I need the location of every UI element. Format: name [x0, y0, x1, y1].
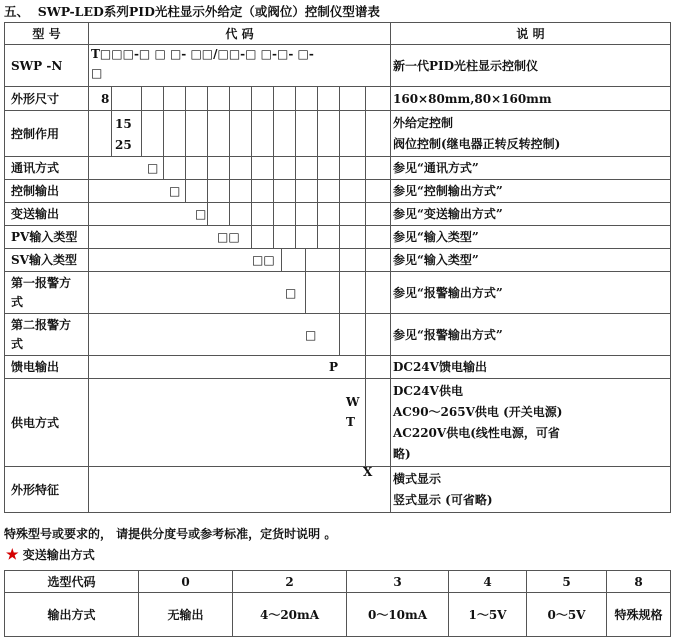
row-desc [391, 467, 671, 513]
header-model: 型 号 [5, 23, 89, 45]
row-code [89, 467, 391, 513]
row-desc [391, 379, 671, 467]
header-desc: 说 明 [391, 23, 671, 45]
code-mark: W [346, 395, 360, 409]
row-desc [391, 111, 671, 157]
row-label [5, 272, 89, 314]
row-label: 控制输出 [5, 180, 89, 203]
row-label: 馈电输出 [5, 356, 89, 379]
row-code [89, 157, 391, 180]
code-mark: P [329, 360, 339, 374]
row-desc: 参见“控制输出方式” [391, 180, 671, 203]
row-label: 外形特征 [5, 467, 89, 513]
table-row [5, 87, 671, 111]
desc-line: 略) [393, 446, 411, 461]
table-row [5, 226, 671, 249]
row-label: 变送输出 [5, 203, 89, 226]
row-code [89, 314, 391, 356]
row-desc: 参见“输入类型” [391, 249, 671, 272]
row-label: SWP -N [5, 45, 89, 87]
row-code [89, 180, 391, 203]
table-row [5, 249, 671, 272]
table-row [5, 356, 671, 379]
code-cell: 5 [527, 571, 607, 593]
code-mark: 25 [115, 138, 132, 152]
row-code [89, 226, 391, 249]
code-mark: □□ [252, 253, 275, 267]
row-code [89, 272, 391, 314]
row-code [89, 379, 391, 467]
label-line: 式 [11, 336, 24, 351]
desc-line: DC24V供电 [393, 383, 463, 398]
desc-line: AC90～265V供电 (开关电源) [393, 404, 563, 419]
output-cell: 0～5V [527, 593, 607, 637]
label-line: 式 [11, 294, 24, 309]
code-mark: □ [147, 161, 159, 175]
table-row [5, 180, 671, 203]
code-mark: T [346, 415, 355, 429]
desc-line: 竖式显示 (可省略) [393, 492, 493, 507]
table-row [5, 314, 671, 356]
row-desc: 参见“输入类型” [391, 226, 671, 249]
output-cell: 1～5V [449, 593, 527, 637]
row-desc: 参见“报警输出方式” [391, 314, 671, 356]
table-row [5, 111, 671, 157]
code-mark: □ [285, 286, 297, 300]
table-row [5, 467, 671, 513]
code-line-1: T□□□-□ □ □- □□/□□-□ □-□- □- [91, 47, 314, 61]
table-row [5, 203, 671, 226]
row-code [89, 111, 391, 157]
output-table [4, 570, 671, 637]
code-mark: □□ [217, 230, 240, 244]
table-row [5, 157, 671, 180]
code-mark: □ [169, 184, 181, 198]
row-code [89, 45, 391, 87]
output-cell: 特殊规格 [607, 593, 671, 637]
row-label: 供电方式 [5, 379, 89, 467]
row-label: 选型代码 [5, 571, 139, 593]
desc-line: 外给定控制 [393, 115, 454, 130]
code-cell: 0 [139, 571, 233, 593]
row-label: SV输入类型 [5, 249, 89, 272]
table-row [5, 379, 671, 467]
output-cell: 0～10mA [347, 593, 449, 637]
row-label: 输出方式 [5, 593, 139, 637]
output-cell: 无输出 [139, 593, 233, 637]
footnote: 特殊型号或要求的， 请提供分度号或参考标准，定货时说明 。 [4, 527, 337, 541]
spec-table [4, 22, 671, 513]
code-cell: 2 [233, 571, 347, 593]
row-desc: DC24V馈电输出 [391, 356, 671, 379]
code-cell: 4 [449, 571, 527, 593]
star-icon: ★ [6, 547, 19, 563]
row-label: PV输入类型 [5, 226, 89, 249]
table-row [5, 571, 671, 593]
row-desc: 参见“报警输出方式” [391, 272, 671, 314]
code-mark: □ [305, 328, 317, 342]
output-cell: 4～20mA [233, 593, 347, 637]
code-mark: □ [195, 207, 207, 221]
table-row [5, 272, 671, 314]
label-line: 第一报警方 [11, 275, 72, 290]
row-desc: 参见“通讯方式” [391, 157, 671, 180]
row-desc: 160×80mm,80×160mm [391, 87, 671, 111]
page-title: 五、 SWP-LED系列PID光柱显示外给定（或阀位）控制仪型谱表 [4, 4, 380, 19]
section-title [6, 546, 95, 563]
row-code [89, 87, 391, 111]
code-mark: X [363, 465, 373, 479]
row-code [89, 356, 391, 379]
code-cell: 3 [347, 571, 449, 593]
table-row [5, 593, 671, 637]
desc-line: 横式显示 [393, 471, 442, 486]
section-title-text: 变送输出方式 [22, 548, 95, 562]
row-code [89, 203, 391, 226]
table-row [5, 45, 671, 87]
code-mark: 8 [101, 92, 110, 106]
label-line: 第二报警方 [11, 317, 72, 332]
code-mark: 15 [115, 117, 132, 131]
row-label: 控制作用 [5, 111, 89, 157]
row-code [89, 249, 391, 272]
row-label: 外形尺寸 [5, 87, 89, 111]
row-desc: 新一代PID光柱显示控制仪 [391, 45, 671, 87]
row-desc: 参见“变送输出方式” [391, 203, 671, 226]
row-label [5, 314, 89, 356]
code-line-2: □ [91, 66, 103, 80]
row-label: 通讯方式 [5, 157, 89, 180]
header-code: 代 码 [89, 23, 391, 45]
code-cell: 8 [607, 571, 671, 593]
spec-header-row [5, 23, 671, 45]
desc-line: AC220V供电(线性电源，可省 [393, 425, 560, 440]
desc-line: 阀位控制(继电器正转反转控制) [393, 136, 561, 151]
